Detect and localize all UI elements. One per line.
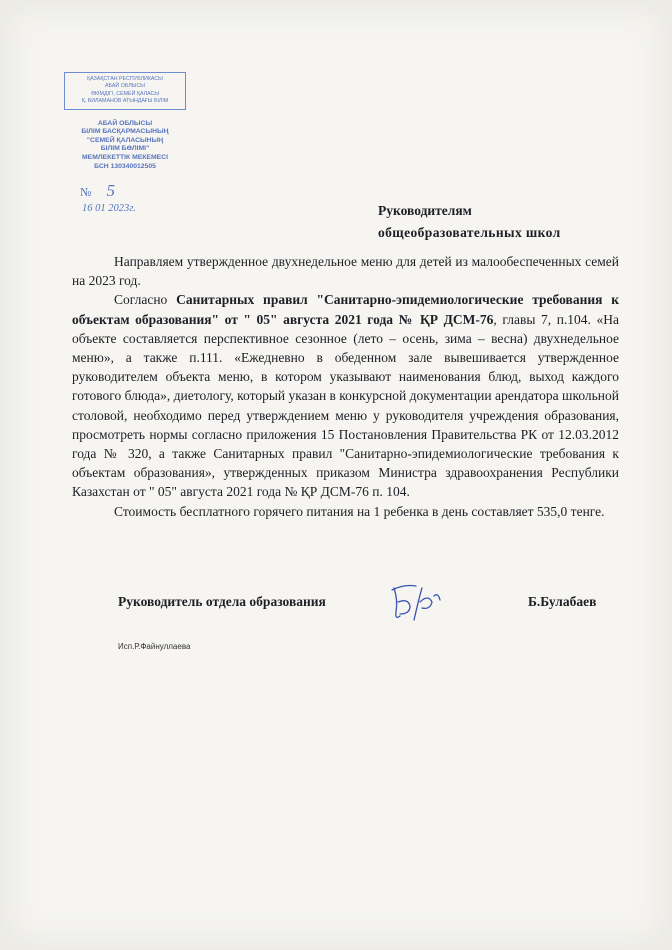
signatory-title: Руководитель отдела образования <box>118 594 326 609</box>
paragraph-1: Направляем утвержденное двухнедельное меню для детей из малообеспеченных семей на 2023 год. <box>72 254 619 289</box>
paragraph-2-start: Согласно <box>114 292 177 308</box>
paragraph-2-rest: , главы 7, п.104. «На объекте составляется перспективное сезонное (лето – осень, зима – весна) двухнедельное меню», а также п.111. «Ежедневно в обеденном зале вывешивается утвержденное руководителем объекта меню, в котором указывают наименования блюд, выход каждого готового блюда», диетологу, который указан в конкурсной документации арендатора школьной столовой, необходимо перед утверждением меню у руководителя учреждения образования, просмотреть нормы согласно приложения 15 Постановления Правительства РК от 12.03.2012 года № 320, а также Санитарных правил "Санитарно-эпидемиологические требования к объектам образования», утвержденных приказом Министра здравоохранения Республики Казахстан от " 05" августа 2021 года № ҚР ДСМ-76 п. 104. <box>72 311 619 500</box>
stamp-line: "СЕМЕЙ ҚАЛАСЫНЫҢ <box>86 136 164 144</box>
recipient-line-2: общеобразовательных школ <box>378 225 561 240</box>
paragraph-2-bold: Санитарных правил "Санитарно-эпидемиологические требования к объектам образования" от " 05" августа 2021 года № ҚР ДСМ-76 <box>72 292 619 327</box>
paragraph-2 <box>72 290 619 501</box>
recipient-block <box>378 200 561 244</box>
stamp-line: БІЛІМ БАСҚАРМАСЫНЫҢ <box>81 128 169 136</box>
stamp-number-label: № <box>80 185 92 200</box>
stamp-header <box>64 72 186 110</box>
stamp-number <box>64 181 186 201</box>
stamp-line: Қ. БИЛАМАНОВ АТЫНДАҒЫ БІЛІМ <box>81 98 169 105</box>
stamp-date: 16 01 2023г. <box>82 203 136 215</box>
paragraph-3: Стоимость бесплатного горячего питания на 1 ребенка в день составляет 535,0 тенге. <box>114 503 605 519</box>
stamp-line: МЕМЛЕКЕТТІК МЕКЕМЕСІ <box>82 154 168 161</box>
stamp-body <box>64 120 186 172</box>
registration-stamp <box>64 72 186 214</box>
stamp-line: БСН 130340012505 <box>94 162 156 170</box>
executor-note: Исп.Р.Файнуллаева <box>118 642 191 651</box>
handwritten-signature-icon <box>382 580 462 626</box>
stamp-line: АБАЙ ОБЛЫСЫ <box>105 83 145 90</box>
recipient-line-1: Руководителям <box>378 203 472 218</box>
letter-body <box>72 252 619 521</box>
stamp-number-value: 5 <box>106 181 115 201</box>
document-page <box>4 4 668 946</box>
stamp-line: ӘКІМДІГІ, СЕМЕЙ ҚАЛАСЫ <box>90 90 160 97</box>
stamp-line: АБАЙ ОБЛЫСЫ <box>97 119 153 127</box>
stamp-line: ҚАЗАҚСТАН РЕСПУБЛИКАСЫ <box>87 76 163 82</box>
stamp-line: БІЛІМ БӨЛІМІ" <box>100 145 150 153</box>
signatory-name: Б.Булабаев <box>528 594 597 609</box>
